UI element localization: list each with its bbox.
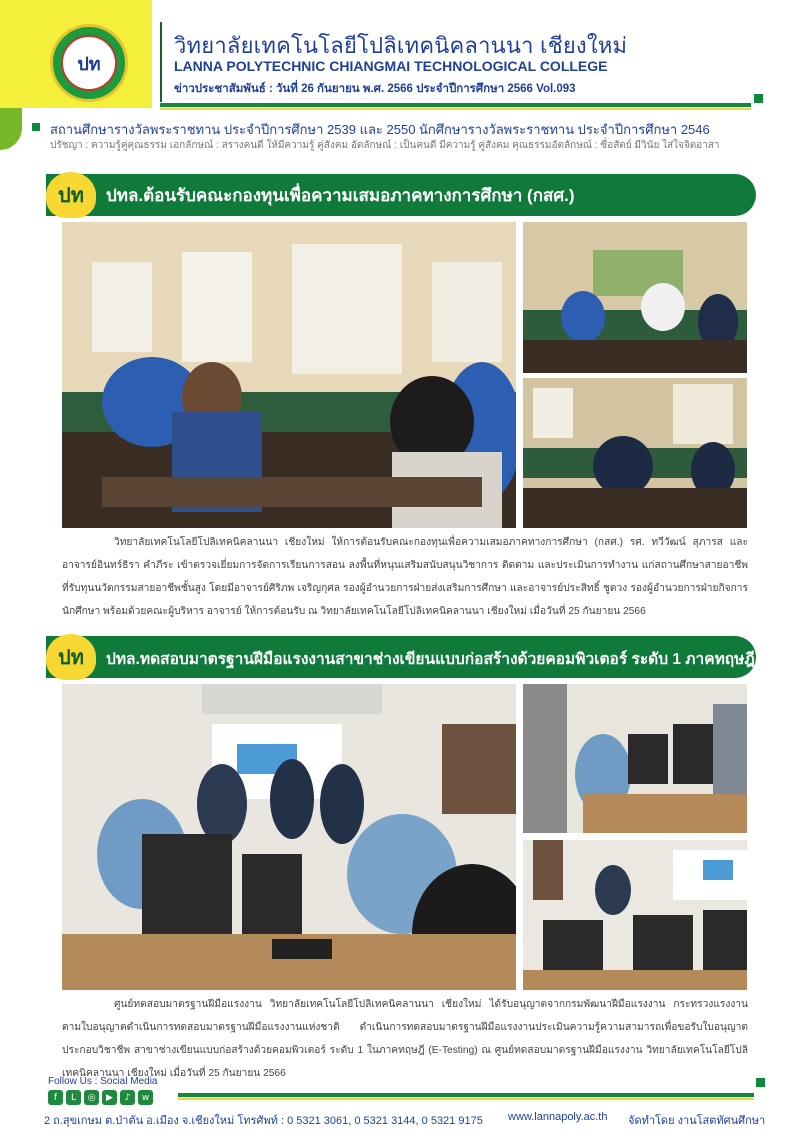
follow-us-label: Follow Us : Social Media: [48, 1076, 158, 1087]
website-icon[interactable]: w: [138, 1090, 153, 1105]
youtube-icon[interactable]: ▶: [102, 1090, 117, 1105]
college-motto: ปรัชญา : ความรู้คู่คุณธรรม เอกลักษณ์ : สรางคนดี ให้มีความรู้ คู่สังคม อัตลักษณ์ : เป็นคนดี มีความรู้ คู่สังคม คุณธรรมอัตลักษณ์ : ซื่อสัตย์ มีวินัย ใส่ใจจิตอาสา: [50, 140, 720, 151]
college-title-english: LANNA POLYTECHNIC CHIANGMAI TECHNOLOGICAL COLLEGE: [174, 58, 608, 74]
section1-emblem-icon: ปท: [46, 172, 96, 218]
header-corner-marker: [754, 94, 763, 103]
section2-photo-3: [523, 840, 747, 990]
footer-website-link[interactable]: www.lannapoly.ac.th: [508, 1111, 608, 1123]
college-title-thai: วิทยาลัยเทคโนโลยีโปลิเทคนิคลานนา เชียงใหม่: [174, 33, 628, 58]
award-statement: สถานศึกษารางวัลพระราชทาน ประจำปีการศึกษา 2539 และ 2550 นักศึกษารางวัลพระราชทาน ประจำปีการศึกษา 2546: [50, 122, 710, 137]
footer-address: 2 ถ.สุขเกษม ต.ป่าตัน อ.เมือง จ.เชียงใหม่ โทรศัพท์ : 0 5321 3061, 0 5321 3144, 0 5321 9175: [44, 1115, 483, 1127]
section1-photo-2: [523, 222, 747, 373]
college-logo: ปท: [50, 24, 128, 102]
section2-article: [62, 993, 748, 1085]
line-icon[interactable]: L: [66, 1090, 81, 1105]
section2-emblem-icon: ปท: [46, 634, 96, 680]
award-bullet: [32, 123, 40, 131]
social-icons: [48, 1090, 153, 1105]
section1-main-photo: [62, 222, 516, 528]
facebook-icon[interactable]: f: [48, 1090, 63, 1105]
section1-article-text: วิทยาลัยเทคโนโลยีโปลิเทคนิคลานนา เชียงใหม่ ให้การต้อนรับคณะกองทุนเพื่อความเสมอภาคทางการศึกษา (กสศ.) รศ. ทวีวัฒน์ สุภารส และ อาจารย์อินทร์ธิรา คำภีระ เข้าตรวจเยี่ยมการจัดการเรียนการสอน ลงพื้นที่หนุนเสริมสนับสนุนวิชาการ ติดตาม และประเมินการทำงาน แก่สถานศึกษาสายอาชีพที่รับทุนนวัตกรรมสายอาชีพชั้นสูง โดยมีอาจารย์ศิริภพ เจริญกุศล รองผู้อำนวยการฝ่ายส่งเสริมการศึกษา และอาจารย์ประสิทธิ์ ชูดวง รองผู้อำนวยการฝ่ายกิจการนักศึกษา พร้อมด้วยคณะผู้บริหาร อาจารย์ ให้การต้อนรับ ณ วิทยาลัยเทคโนโลยีโปลิเทคนิคลานนา เชียงใหม่ เมื่อวันที่ 25 กันยายน 2566: [62, 537, 748, 617]
section1-title: ปทล.ต้อนรับคณะกองทุนเพื่อความเสมอภาคทางการศึกษา (กสศ.): [106, 186, 575, 205]
header-rule: [160, 103, 751, 107]
footer-rule-accent: [178, 1098, 754, 1100]
section2-title: ปทล.ทดสอบมาตรฐานฝีมือแรงงานสาขาช่างเขียนแบบก่อสร้างด้วยคอมพิวเตอร์ ระดับ 1 ภาคทฤษฎี: [106, 651, 755, 668]
footer-credit: จัดทำโดย งานโสตทัศนศึกษา: [628, 1115, 766, 1127]
section2-photo-2: [523, 684, 747, 833]
footer-corner-marker: [756, 1078, 765, 1087]
header-divider: [160, 22, 162, 102]
footer-rule: [178, 1093, 754, 1097]
section2-article-text: ศูนย์ทดสอบมาตรฐานฝีมือแรงงาน วิทยาลัยเทคโนโลยีโปลิเทคนิคลานนา เชียงใหม่ ได้รับอนุญาตจากกรมพัฒนาฝีมือแรงงาน กระทรวงแรงงาน ตามใบอนุญาตดำเนินการทดสอบมาตรฐานฝีมือแรงงานแห่งชาติ ดำเนินการทดสอบมาตรฐานฝีมือแรงงานประเมินความรู้ความสามารถเพื่อขอรับใบอนุญาตประกอบวิชาชีพ สาขาช่างเขียนแบบก่อสร้างด้วยคอมพิวเตอร์ ระดับ 1 ในภาคทฤษฎี (E-Testing) ณ ศูนย์ทดสอบมาตรฐานฝีมือแรงงาน วิทยาลัยเทคโนโลยีโปลิเทคนิคลานนา เชียงใหม่ เมื่อวันที่ 25 กันยายน 2566: [62, 999, 748, 1079]
section2-banner: [46, 636, 756, 678]
tiktok-icon[interactable]: ♪: [120, 1090, 135, 1105]
header-rule-accent: [160, 108, 751, 110]
section2-main-photo: [62, 684, 516, 990]
section1-article: [62, 531, 748, 623]
instagram-icon[interactable]: ◎: [84, 1090, 99, 1105]
section1-banner: [46, 174, 756, 216]
issue-info: ข่าวประชาสัมพันธ์ : วันที่ 26 กันยายน พ.ศ. 2566 ประจำปีการศึกษา 2566 Vol.093: [174, 83, 576, 95]
section1-photo-3: [523, 378, 747, 528]
